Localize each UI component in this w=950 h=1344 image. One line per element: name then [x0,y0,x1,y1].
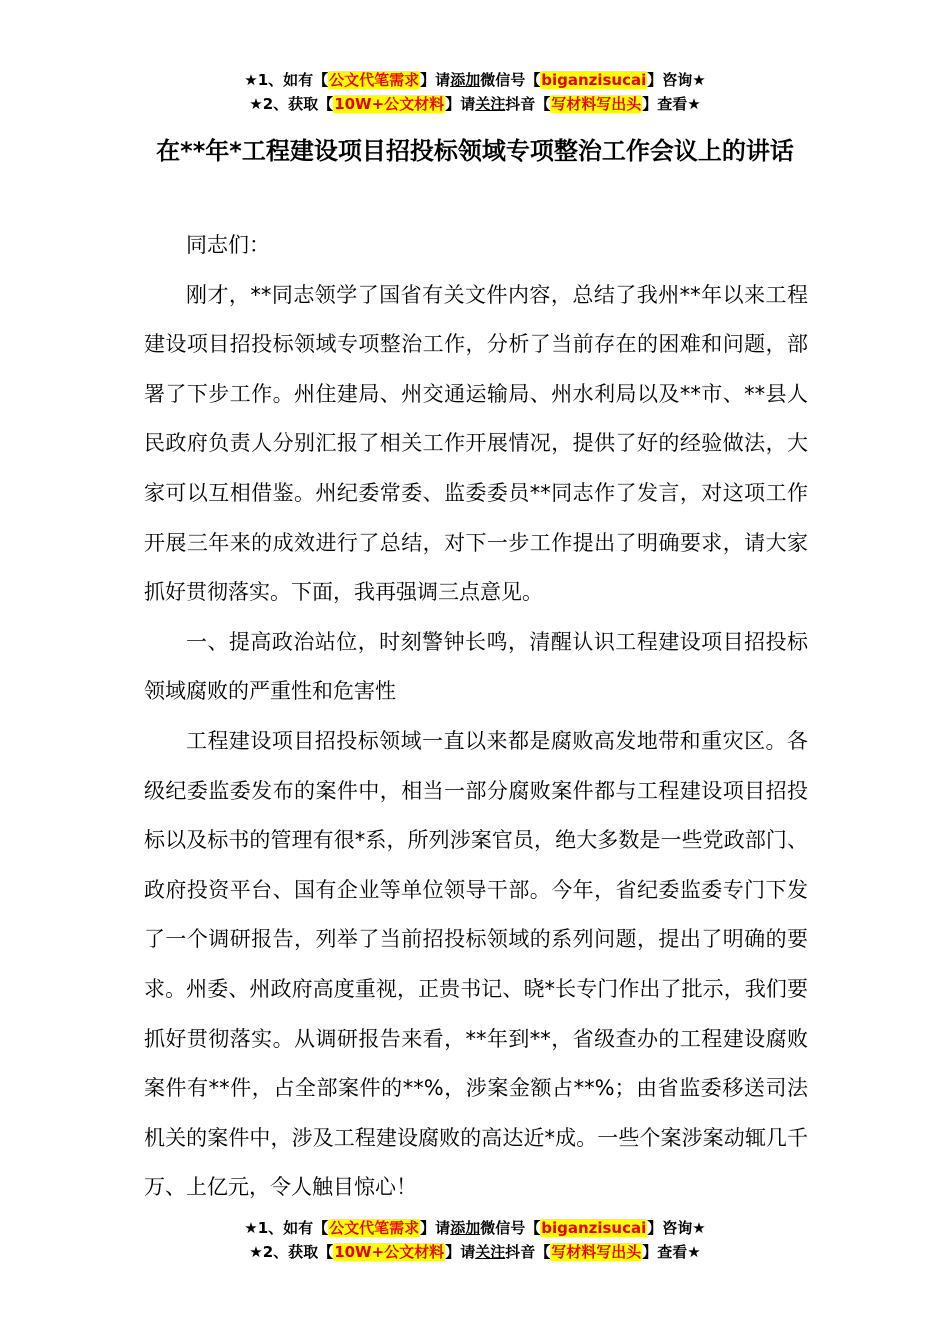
promo-highlight: 公文代笔需求 [329,1219,420,1237]
promo-line-1 [0,1216,950,1240]
promo-text: 微信号【 [480,1219,541,1237]
promo-text: ★2、获取【 [249,95,334,113]
promo-emphasis: 添加 [450,71,481,89]
promo-douyin-id: 写材料写出头 [551,1243,642,1261]
promo-emphasis: 关注 [475,95,506,113]
section-heading: 一、提高政治站位，时刻警钟长鸣，清醒认识工程建设项目招投标领域腐败的严重性和危害性 [144,629,808,704]
promo-text: ★2、获取【 [249,1243,334,1261]
promo-highlight: 10W+公文材料 [334,1243,445,1261]
promo-text: 】查看★ [642,1243,701,1261]
promo-wechat-id: biganzisucai [541,71,647,89]
promo-wechat-id: biganzisucai [541,1219,647,1237]
promo-text: 】请 [445,95,476,113]
body-paragraph: 工程建设项目招投标领域一直以来都是腐败高发地带和重灾区。各级纪委监委发布的案件中，相当一部分腐败案件都与工程建设项目招投标以及标书的管理有很*系，所列涉案官员，绝大多数是一些党政部门、政府投资平台、国有企业等单位领导干部。今年，省纪委监委专门下发了一个调研报告，列举了当前招投标领域的系列问题，提出了明确的要求。州委、州政府高度重视，正贵书记、晓*长专门作出了批示，我们要抓好贯彻落实。从调研报告来看，**年到**，省级查办的工程建设腐败案件有**件，占全部案件的**%，涉案金额占**%；由省监委移送司法机关的案件中，涉及工程建设腐败的高达近*成。一些个案涉案动辄几千万、上亿元，令人触目惊心！ [144,728,808,1200]
promo-banner-top [0,68,950,116]
promo-text: ★1、如有【 [244,1219,329,1237]
salutation: 同志们： [186,233,270,257]
promo-douyin-id: 写材料写出头 [551,95,642,113]
promo-line-2 [0,1240,950,1264]
promo-text: 】请 [420,1219,451,1237]
promo-text: 】查看★ [642,95,701,113]
promo-emphasis: 关注 [475,1243,506,1261]
promo-text: 微信号【 [480,71,541,89]
promo-line-2 [0,92,950,116]
promo-text: 】咨询★ [647,71,706,89]
promo-text: 抖音【 [505,1243,551,1261]
promo-text: ★1、如有【 [244,71,329,89]
document-body [144,221,808,1213]
promo-highlight: 公文代笔需求 [329,71,420,89]
promo-banner-bottom [0,1216,950,1264]
body-paragraph: 刚才，**同志领学了国省有关文件内容，总结了我州**年以来工程建设项目招投标领域专项整治工作，分析了当前存在的困难和问题，部署了下步工作。州住建局、州交通运输局、州水利局以及**市、**县人民政府负责人分别汇报了相关工作开展情况，提供了好的经验做法，大家可以互相借鉴。州纪委常委、监委委员**同志作了发言，对这项工作开展三年来的成效进行了总结，对下一步工作提出了明确要求，请大家抓好贯彻落实。下面，我再强调三点意见。 [144,282,808,605]
promo-text: 】请 [420,71,451,89]
promo-line-1 [0,68,950,92]
document-title: 在**年*工程建设项目招投标领域专项整治工作会议上的讲话 [156,137,794,165]
promo-emphasis: 添加 [450,1219,481,1237]
promo-highlight: 10W+公文材料 [334,95,445,113]
promo-text: 抖音【 [505,95,551,113]
promo-text: 】咨询★ [647,1219,706,1237]
promo-text: 】请 [445,1243,476,1261]
